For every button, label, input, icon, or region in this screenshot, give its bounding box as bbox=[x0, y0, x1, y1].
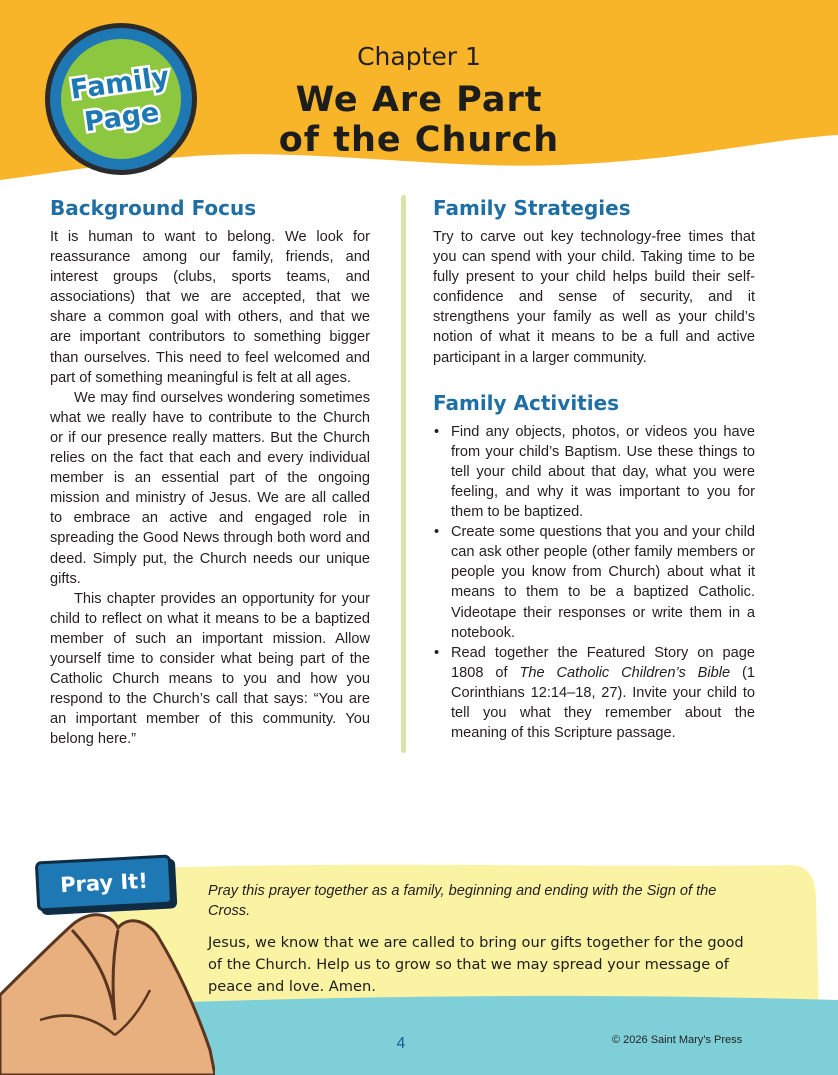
family-activities-heading: Family Activities bbox=[433, 390, 620, 415]
list-item bbox=[434, 422, 755, 522]
activity-text-3-before: Read together the Featured Story on page 1808 of bbox=[451, 644, 755, 681]
family-strategies-text: Try to carve out key technology-free times that you can spend with your child. Taking time to be fully present to your child helps build their self-confidence and sense of security, and it strengthens your family as well as your child’s notion of what it means to be a full and active participant in a larger community. bbox=[433, 229, 755, 366]
background-focus-paragraph-1: It is human to want to belong. We look for reassurance among our family, friends, and interest groups (clubs, sports teams, and associations) that we are accepted, that we share a common goal with others, and that we are important contributors to something bigger than ourselves. This need to feel welcomed and part of something meaningful is felt at all ages. bbox=[50, 229, 370, 386]
activity-text-1: Find any objects, photos, or videos you have from your child’s Baptism. Use these things to tell your child about that day, what you were feeling, and why it was important to you for them to be baptized. bbox=[451, 423, 755, 521]
family-strategies-heading: Family Strategies bbox=[433, 196, 631, 220]
activity-text-3-after: (1 Corinthians 12:14–18, 27). Invite your child to tell you what they remember about the meaning of this Scripture passage. bbox=[451, 664, 756, 742]
bullet: • bbox=[434, 524, 440, 541]
praying-hands-icon bbox=[0, 900, 215, 1075]
prayer-text: Jesus, we know that we are called to bring our gifts together for the good of the Church. Help us to grow so that we may spread your message of peace and love. Amen. bbox=[208, 934, 744, 995]
background-focus-heading: Background Focus bbox=[50, 196, 257, 220]
chapter-title bbox=[200, 80, 638, 160]
family-page-badge-icon bbox=[42, 20, 200, 178]
background-focus-paragraph-3: This chapter provides an opportunity for your child to reflect on what it means to be a baptized member of such an important mission. Allow yourself time to consider what being part of the Catholic Church means to you and how you respond to the Church’s call that says: “You are an important member of this community. You belong here.” bbox=[50, 590, 370, 748]
background-focus-paragraph-2: We may find ourselves wondering sometimes what we really have to contribute to the Church or if our presence really matters. But the Church relies on the fact that each and every individual member is an essential part of the ongoing mission and ministry of Jesus. We are all called to embrace an active and engaged role in spreading the Good News through both word and deed. Simply put, the Church needs our unique gifts. bbox=[50, 389, 370, 587]
badge-line1: Family bbox=[68, 61, 172, 106]
activity-text-2: Create some questions that you and your child can ask other people (other family members or people you know from Church) about what it means to them to be a baptized Catholic. Videotape their responses or write them in a notebook. bbox=[451, 524, 755, 641]
background-focus-column bbox=[50, 195, 370, 749]
bible-title: The Catholic Children’s Bible bbox=[519, 664, 731, 681]
chapter-label: Chapter 1 bbox=[357, 42, 481, 71]
chapter-title-line2: of the Church bbox=[278, 120, 560, 160]
copyright: © 2026 Saint Mary’s Press bbox=[612, 1034, 743, 1046]
bullet: • bbox=[434, 644, 440, 661]
badge-line2: Page bbox=[82, 97, 162, 139]
page-number: 4 bbox=[396, 1035, 406, 1052]
list-item bbox=[434, 522, 755, 643]
family-page-badge bbox=[42, 20, 200, 178]
chapter-title-line1: We Are Part bbox=[295, 80, 543, 120]
family-activities-list bbox=[433, 422, 755, 744]
right-column bbox=[433, 195, 755, 743]
list-item bbox=[434, 643, 756, 743]
column-divider bbox=[401, 195, 406, 753]
pray-it-tag: Pray It! bbox=[35, 854, 173, 911]
bullet: • bbox=[434, 423, 440, 440]
prayer-intro: Pray this prayer together as a family, beginning and ending with the Sign of the Cross. bbox=[208, 883, 717, 919]
